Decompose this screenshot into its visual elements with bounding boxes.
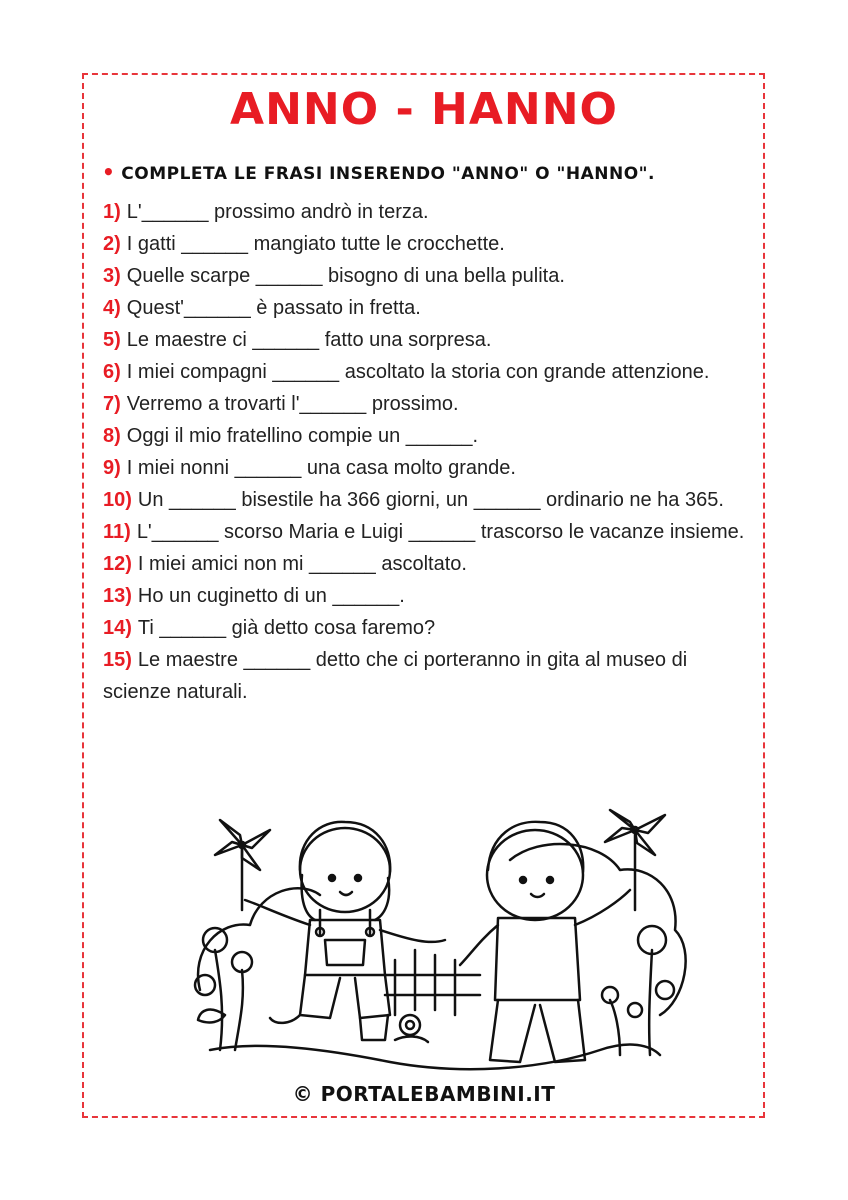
flowers-left-icon — [195, 928, 252, 1050]
exercise-number: 6) — [103, 361, 121, 383]
exercise-list — [103, 196, 753, 708]
exercise-item — [103, 548, 753, 580]
exercise-text: Verremo a trovarti l'______ prossimo. — [126, 393, 459, 415]
exercise-number: 11) — [103, 521, 131, 543]
exercise-text: I gatti ______ mangiato tutte le crocchette. — [126, 233, 505, 255]
exercise-item — [103, 260, 753, 292]
exercise-text: Ho un cuginetto di un ______. — [137, 585, 405, 607]
exercise-item — [103, 420, 753, 452]
exercise-item — [103, 452, 753, 484]
page-title: ANNO - HANNO — [230, 84, 618, 135]
exercise-text: Le maestre ci ______ fatto una sorpresa. — [126, 329, 492, 351]
exercise-item — [103, 612, 753, 644]
exercise-text: Ti ______ già detto cosa faremo? — [137, 617, 436, 639]
exercise-item — [103, 644, 753, 708]
exercise-item — [103, 484, 753, 516]
exercise-number: 2) — [103, 233, 121, 255]
exercise-text: Un ______ bisestile ha 366 giorni, un ______ ordinario ne ha 365. — [137, 489, 724, 511]
exercise-item — [103, 580, 753, 612]
exercise-number: 3) — [103, 265, 121, 287]
exercise-number: 15) — [103, 649, 132, 671]
exercise-item — [103, 228, 753, 260]
exercise-item — [103, 356, 753, 388]
instruction — [102, 160, 742, 184]
children-illustration — [180, 800, 700, 1085]
exercise-number: 5) — [103, 329, 121, 351]
exercise-item — [103, 516, 753, 548]
exercise-text: Oggi il mio fratellino compie un ______. — [126, 425, 479, 447]
exercise-number: 10) — [103, 489, 132, 511]
bullet-icon: • — [102, 160, 116, 184]
exercise-text: L'______ prossimo andrò in terza. — [126, 201, 429, 223]
exercise-number: 12) — [103, 553, 132, 575]
exercise-number: 9) — [103, 457, 121, 479]
exercise-item — [103, 388, 753, 420]
exercise-text: Quelle scarpe ______ bisogno di una bella pulita. — [126, 265, 565, 287]
instruction-text: COMPLETA LE FRASI INSERENDO "ANNO" O "HANNO". — [121, 164, 655, 184]
exercise-number: 1) — [103, 201, 121, 223]
pinwheel-right-icon — [605, 810, 665, 910]
exercise-number: 8) — [103, 425, 121, 447]
exercise-item — [103, 196, 753, 228]
copyright-footer: © PORTALEBAMBINI.IT — [292, 1082, 556, 1106]
flowers-right-icon — [602, 926, 674, 1055]
flower-center-icon — [395, 1015, 428, 1042]
exercise-item — [103, 292, 753, 324]
exercise-number: 13) — [103, 585, 132, 607]
boy-figure — [460, 822, 630, 1062]
exercise-text: I miei amici non mi ______ ascoltato. — [137, 553, 467, 575]
exercise-number: 4) — [103, 297, 121, 319]
exercise-text: Quest'______ è passato in fretta. — [126, 297, 421, 319]
exercise-number: 14) — [103, 617, 132, 639]
pinwheel-left-icon — [215, 820, 270, 910]
exercise-text: I miei compagni ______ ascoltato la storia con grande attenzione. — [126, 361, 710, 383]
exercise-text: L'______ scorso Maria e Luigi ______ trascorso le vacanze insieme. — [136, 521, 745, 543]
exercise-text: Le maestre ______ detto che ci porteranno in gita al museo di scienze naturali. — [103, 649, 688, 703]
exercise-number: 7) — [103, 393, 121, 415]
exercise-text: I miei nonni ______ una casa molto grande. — [126, 457, 516, 479]
exercise-item — [103, 324, 753, 356]
